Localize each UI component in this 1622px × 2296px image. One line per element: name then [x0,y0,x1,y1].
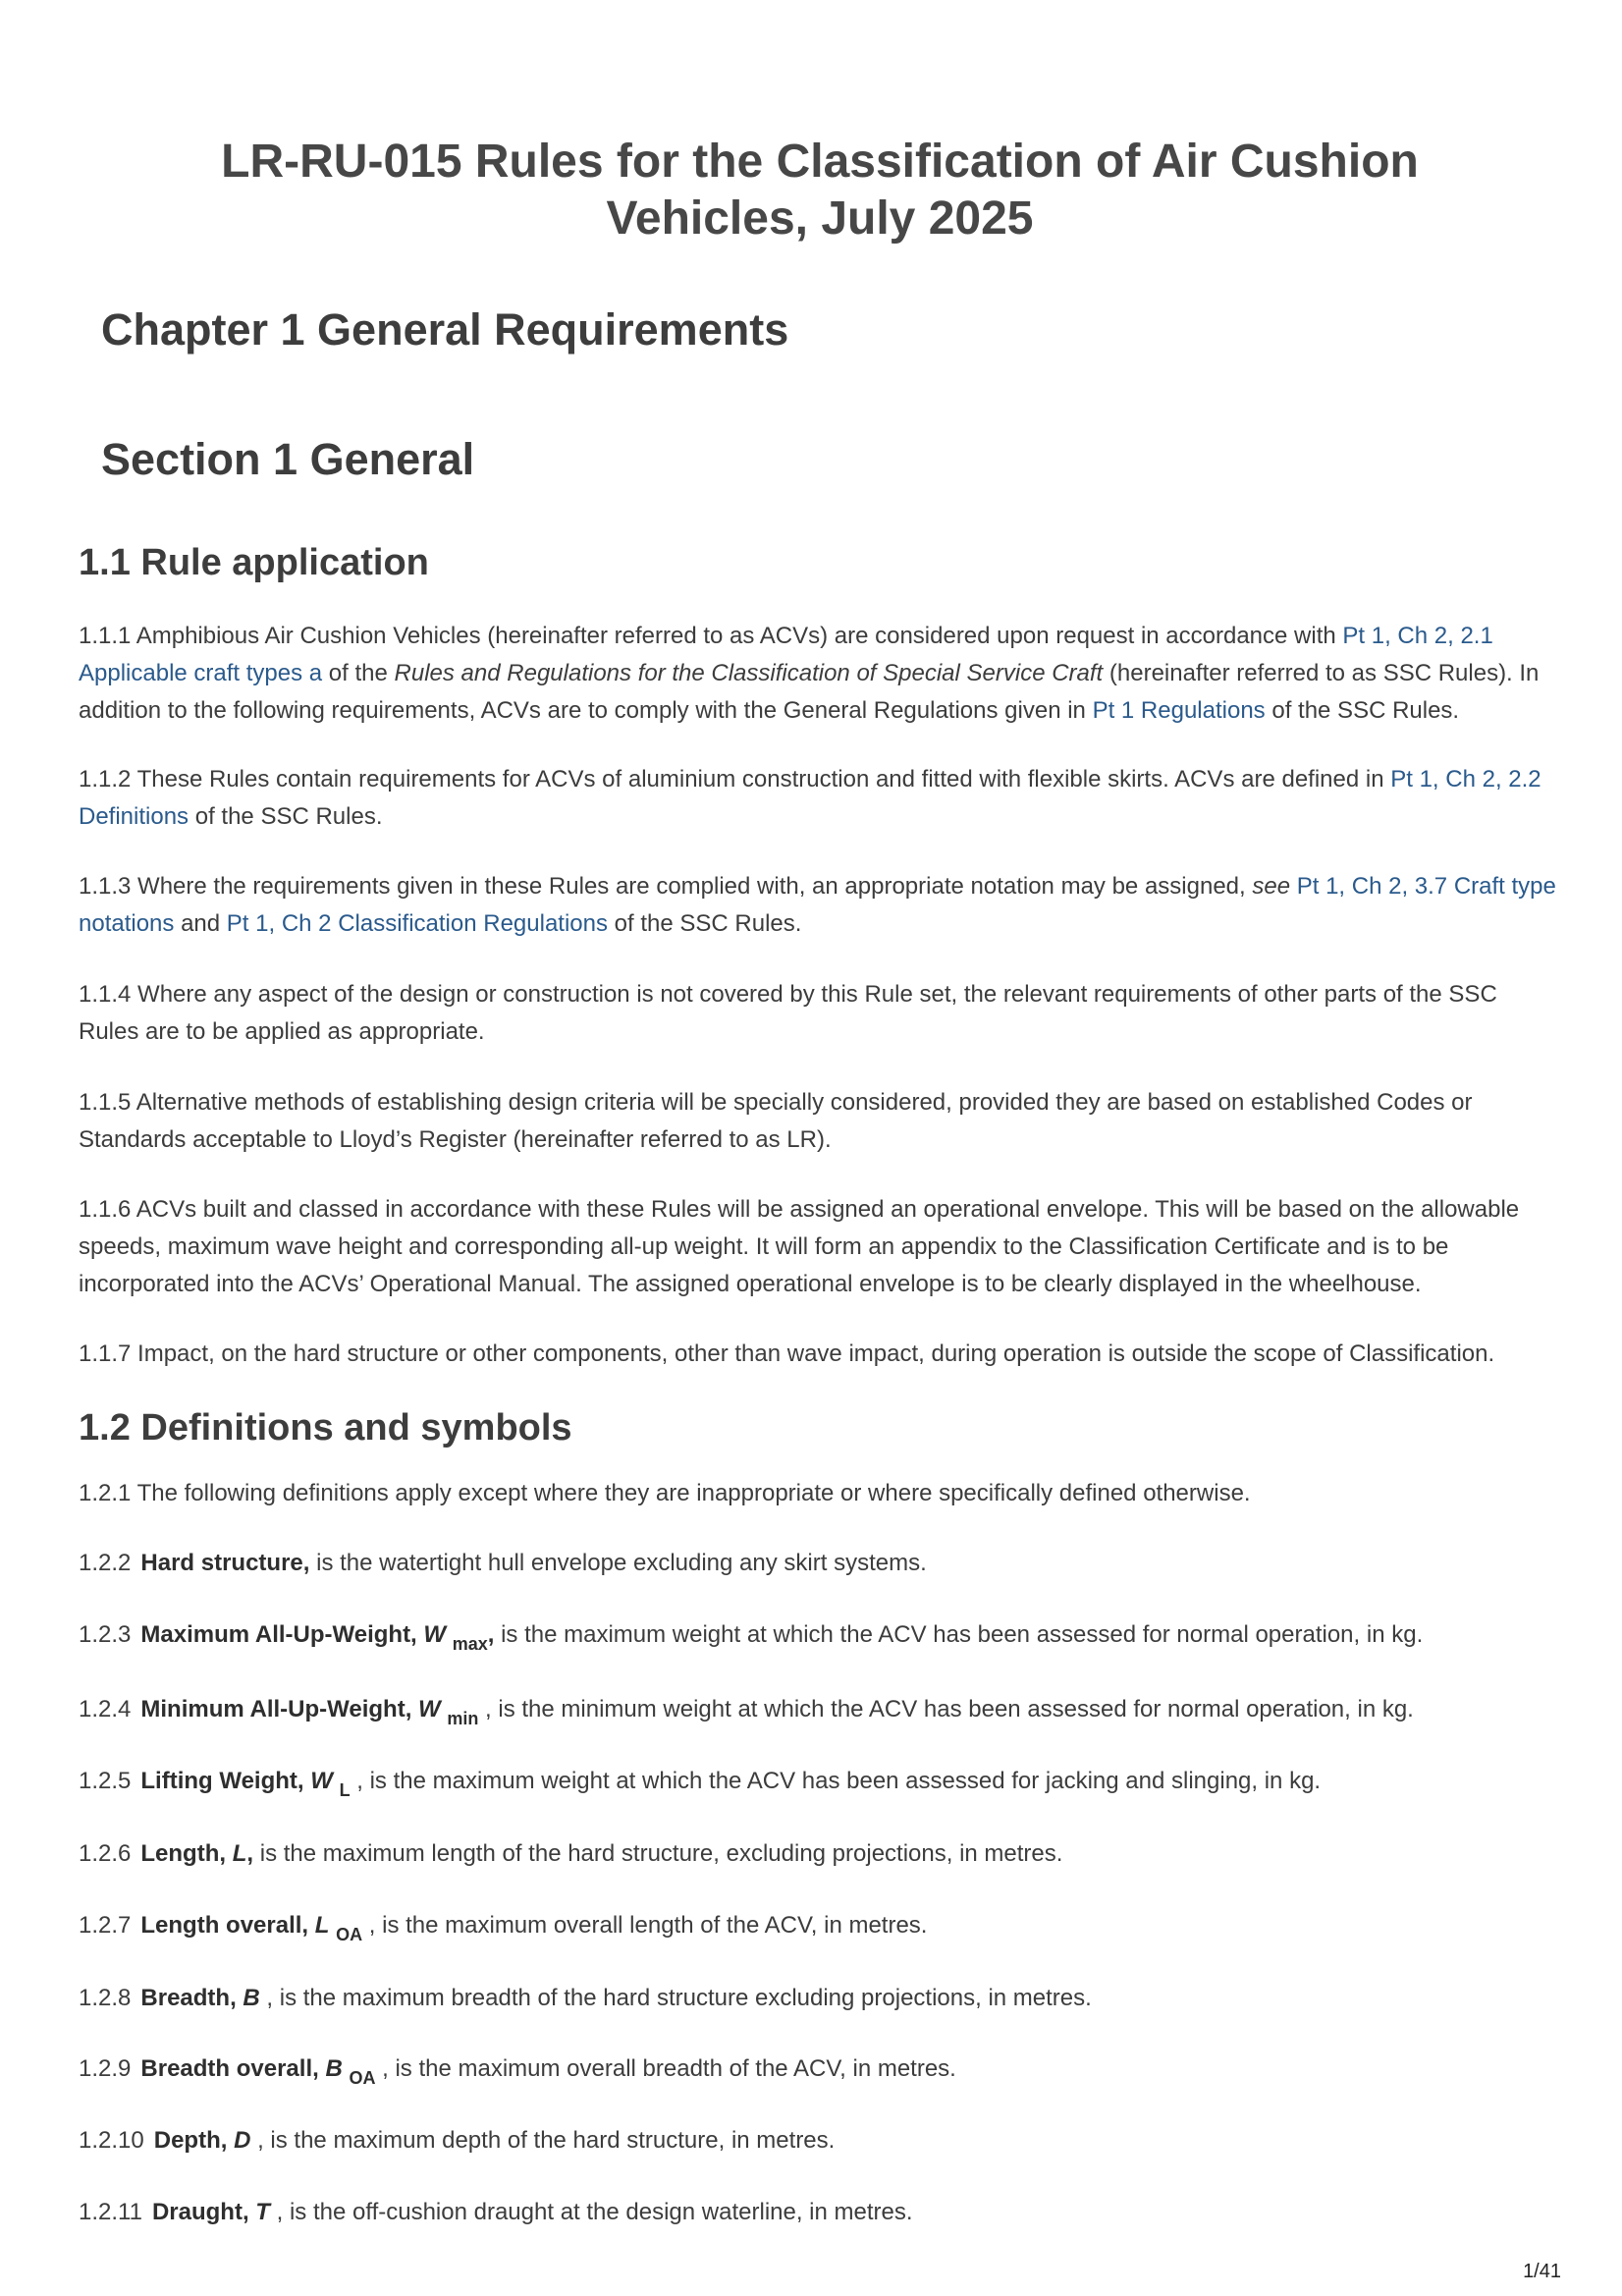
clause-number: 1.2.8 [79,1985,132,2011]
text: and [174,910,227,937]
paragraph-1-1-1 [79,618,1561,730]
symbol-subscript: min [447,1709,479,1728]
symbol [314,1912,363,1944]
definition-item [79,1835,1561,1873]
text: 1.1.3 Where the requirements given in these Rules are complied with, an appropriate notation may be assigned, [79,873,1253,900]
heading-definitions-and-symbols: 1.2 Definitions and symbols [79,1407,572,1449]
term: Breadth overall, [140,2055,326,2082]
clause-number: 1.2.2 [79,1550,132,1576]
heading-rule-application: 1.1 Rule application [79,542,429,583]
definition-text: , is the maximum weight at which the ACV has been assessed for jacking and slinging, in kg. [350,1768,1322,1794]
symbol-subscript: max [452,1634,488,1654]
clause-number: 1.2.4 [79,1696,132,1722]
symbol-letter: B [325,2055,343,2082]
link-classification-regulations[interactable]: Pt 1, Ch 2 Classification Regulations [226,910,608,937]
clause-number: 1.2.10 [79,2127,144,2154]
clause-number: 1.2.6 [79,1840,132,1867]
symbol-letter: L [232,1840,247,1867]
text: of the SSC Rules. [608,910,802,937]
link-craft-type-notations[interactable]: Pt 1, Ch 2, 3.7 Craft type notations [79,873,1556,937]
symbol-subscript: OA [349,2068,376,2088]
definition-text: , is the maximum breadth of the hard structure excluding projections, in metres. [259,1985,1092,2011]
definition-text: is the maximum weight at which the ACV has been assessed for normal operation, in kg. [494,1621,1424,1648]
paragraph-1-2-1: 1.2.1 The following definitions apply except where they are inappropriate or where specifically defined otherwise. [79,1480,1251,1506]
term-trail: , [487,1621,495,1648]
text: of the SSC Rules. [1265,697,1460,724]
paragraph-1-1-6: 1.1.6 ACVs built and classed in accordance with these Rules will be assigned an operational envelope. This will be based on the allowable speeds, maximum wave height and corresponding all-up weight. It will form an appendix to the Classification Certificate and is to be incorporated into the ACVs’ Operational Manual. The assigned operational envelope is to be clearly displayed in the wheelhouse. [79,1196,1520,1297]
definition-text: is the watertight hull envelope excluding any skirt systems. [309,1550,927,1576]
definition-item [79,1907,1561,1945]
paragraph-1-1-2 [79,761,1561,836]
symbol [325,2055,376,2088]
text: 1.1.2 These Rules contain requirements for ACVs of aluminium construction and fitted with flexible skirts. ACVs are defined in [79,766,1391,793]
definition-item [79,2194,1561,2231]
link-definitions[interactable]: Pt 1, Ch 2, 2.2 Definitions [79,766,1541,830]
symbol-letter: L [314,1912,330,1939]
symbol [310,1768,351,1800]
link-applicable-craft-types[interactable]: Pt 1, Ch 2, 2.1 Applicable craft types a [79,623,1493,686]
paragraph-1-1-5: 1.1.5 Alternative methods of establishing design criteria will be specially considered, provided they are based on established Codes or Standards acceptable to Lloyd’s Register (hereinafter referred to as LR). [79,1089,1473,1153]
definition-text: , is the maximum depth of the hard structure, in metres. [250,2127,836,2154]
paragraph-1-1-4: 1.1.4 Where any aspect of the design or construction is not covered by this Rule set, the relevant requirements of other parts of the SSC Rules are to be applied as appropriate. [79,981,1497,1045]
clause-number: 1.2.5 [79,1768,132,1794]
document-title: LR-RU-015 Rules for the Classification of Air Cushion Vehicles, July 2025 [221,136,1419,245]
symbol [423,1621,495,1654]
definition-item [79,1545,1561,1582]
definition-item [79,2050,1561,2089]
definition-item [79,2122,1561,2159]
clause-number: 1.2.11 [79,2199,142,2225]
symbol-subscript: L [339,1780,351,1800]
symbol-letter: W [310,1768,333,1794]
symbol-subscript: OA [336,1925,363,1944]
definition-item [79,1691,1561,1729]
paragraph-1-1-7: 1.1.7 Impact, on the hard structure or other components, other than wave impact, during operation is outside the scope of Classification. [79,1340,1495,1367]
clause-number: 1.2.7 [79,1912,132,1939]
term: Minimum All-Up-Weight, [140,1696,419,1722]
definition-text: , is the minimum weight at which the ACV has been assessed for normal operation, in kg. [478,1696,1414,1722]
symbol [418,1696,479,1728]
definition-text: , is the maximum overall breadth of the ACV, in metres. [375,2055,956,2082]
definition-item [79,1763,1561,1801]
symbol [243,1985,259,2011]
term: Hard structure, [140,1550,310,1576]
text: of the [322,660,395,686]
definition-text: , is the off-cushion draught at the design waterline, in metres. [269,2199,913,2225]
text: 1.1.1 Amphibious Air Cushion Vehicles (hereinafter referred to as ACVs) are considered upon request in accordance with [79,623,1343,649]
term: Breadth, [140,1985,243,2011]
symbol-letter: W [418,1696,441,1722]
clause-number: 1.2.9 [79,2055,132,2082]
symbol-letter: B [243,1985,260,2011]
term: Length overall, [140,1912,315,1939]
definition-text: is the maximum length of the hard structure, excluding projections, in metres. [253,1840,1063,1867]
rules-title-italic: Rules and Regulations for the Classification of Special Service Craft [394,660,1104,686]
definition-item [79,1616,1561,1655]
definition-item [79,1980,1561,2017]
clause-number: 1.2.3 [79,1621,132,1648]
text: (hereinafter referred to as SSC Rules). In addition to the following requirements, ACVs are to comply with the General Regulations given in [79,660,1540,724]
text [1290,873,1297,900]
term: Lifting Weight, [140,1768,311,1794]
definition-text: , is the maximum overall length of the ACV, in metres. [362,1912,928,1939]
term: Maximum All-Up-Weight, [140,1621,424,1648]
term: Depth, [153,2127,235,2154]
symbol [233,1840,253,1867]
symbol [234,2127,250,2154]
term-trail: , [246,1840,254,1867]
term: Draught, [151,2199,256,2225]
page-number: 1/41 [1523,2261,1561,2282]
symbol [255,2199,270,2225]
symbol-letter: T [255,2199,270,2225]
paragraph-1-1-3 [79,868,1561,943]
chapter-heading: Chapter 1 General Requirements [101,304,789,355]
see-italic: see [1252,873,1291,900]
symbol-letter: D [234,2127,251,2154]
link-pt1-regulations[interactable]: Pt 1 Regulations [1092,697,1266,724]
symbol-letter: W [423,1621,447,1648]
term: Length, [140,1840,233,1867]
section-heading: Section 1 General [101,434,475,484]
text: of the SSC Rules. [189,803,383,830]
